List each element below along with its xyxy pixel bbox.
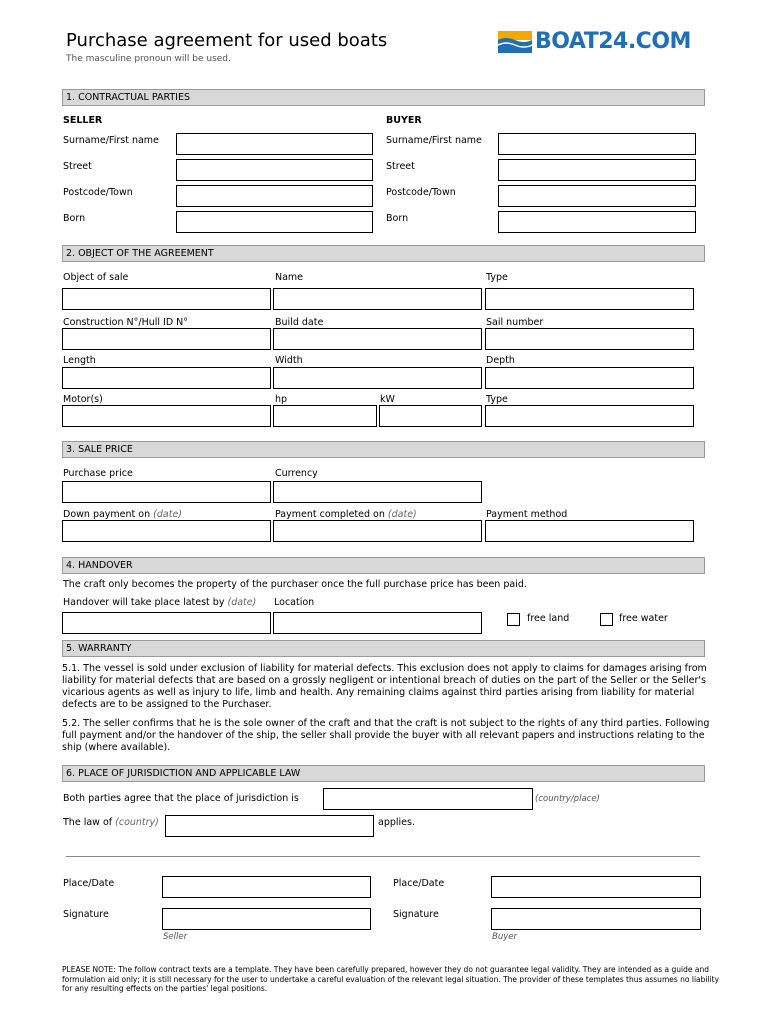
section-sale-price: 3. SALE PRICE <box>62 441 705 458</box>
seller-name-field[interactable] <box>176 133 373 155</box>
object-field[interactable] <box>62 288 271 310</box>
depth-label: Depth <box>486 355 515 366</box>
buyer-signature-field[interactable] <box>491 908 701 930</box>
seller-place-date-field[interactable] <box>162 876 371 898</box>
hp-label: hp <box>275 394 288 405</box>
location-label: Location <box>274 597 315 608</box>
seller-born-field[interactable] <box>176 211 373 233</box>
seller-postcode-field[interactable] <box>176 185 373 207</box>
location-field[interactable] <box>273 612 482 634</box>
width-label: Width <box>275 355 303 366</box>
wave-logo-icon <box>498 31 532 53</box>
buyer-name-field[interactable] <box>498 133 696 155</box>
type-label: Type <box>486 272 508 283</box>
kw-label: kW <box>380 394 395 405</box>
name-field[interactable] <box>273 288 482 310</box>
free-land-label: free land <box>527 613 570 624</box>
warranty-paragraph-2: 5.2. The seller confirms that he is the sole owner of the craft and that the craft is not subject to the rights of any third parties. Following full payment and/or the handover of the ship, the seller shall provide the buyer with all relevant papers and instructions relating to the ship (where available). <box>62 718 710 753</box>
logo-text: BOAT24.COM <box>535 29 691 54</box>
page-title: Purchase agreement for used boats <box>66 30 388 51</box>
motor-type-label: Type <box>486 394 508 405</box>
build-date-field[interactable] <box>273 328 482 350</box>
section-handover: 4. HANDOVER <box>62 557 705 574</box>
purchase-price-field[interactable] <box>62 481 271 503</box>
section-contractual-parties: 1. CONTRACTUAL PARTIES <box>62 89 705 106</box>
hp-field[interactable] <box>273 405 377 427</box>
purchase-price-label: Purchase price <box>63 468 133 479</box>
handover-text: The craft only becomes the property of the purchaser once the full purchase price has been paid. <box>63 579 527 590</box>
seller-signature-field[interactable] <box>162 908 371 930</box>
free-water-checkbox[interactable] <box>600 613 613 626</box>
jurisdiction-field[interactable] <box>323 788 533 810</box>
length-field[interactable] <box>62 367 271 389</box>
hull-label: Construction N°/Hull ID N° <box>63 317 189 328</box>
payment-completed-label: Payment completed on (date) <box>275 509 417 520</box>
kw-field[interactable] <box>379 405 482 427</box>
motor-label: Motor(s) <box>63 394 103 405</box>
buyer-street-label: Street <box>386 161 415 172</box>
width-field[interactable] <box>273 367 482 389</box>
buyer-place-date-field[interactable] <box>491 876 701 898</box>
handover-date-label: Handover will take place latest by (date) <box>63 597 257 608</box>
length-label: Length <box>63 355 96 366</box>
name-label: Name <box>275 272 304 283</box>
buyer-postcode-field[interactable] <box>498 185 696 207</box>
payment-method-field[interactable] <box>485 520 694 542</box>
buyer-born-label: Born <box>386 213 409 224</box>
section-object-of-agreement: 2. OBJECT OF THE AGREEMENT <box>62 245 705 262</box>
depth-field[interactable] <box>485 367 694 389</box>
free-water-label: free water <box>619 613 668 624</box>
law-country-field[interactable] <box>165 815 374 837</box>
seller-street-label: Street <box>63 161 92 172</box>
seller-heading: SELLER <box>63 115 103 126</box>
seller-street-field[interactable] <box>176 159 373 181</box>
free-land-checkbox[interactable] <box>507 613 520 626</box>
hull-field[interactable] <box>62 328 271 350</box>
seller-caption: Seller <box>163 932 188 942</box>
jurisdiction-label: Both parties agree that the place of jurisdiction is <box>63 793 299 804</box>
build-date-label: Build date <box>275 317 324 328</box>
section-jurisdiction: 6. PLACE OF JURISDICTION AND APPLICABLE LAW <box>62 765 705 782</box>
warranty-paragraph-1: 5.1. The vessel is sold under exclusion of liability for material defects. This exclusion does not apply to claims for damages arising from liability for material defects that are based on a grossly negligent or intentional breach of duties on the part of the Seller or the Seller's vicarious agents as well as injury to life, limb and health. Any remaining claims against third parties arising from liability for material defects are to be assigned to the Purchaser. <box>62 663 707 710</box>
down-payment-field[interactable] <box>62 520 271 542</box>
country-place-hint: (country/place) <box>535 794 600 804</box>
motor-field[interactable] <box>62 405 271 427</box>
buyer-born-field[interactable] <box>498 211 696 233</box>
sail-number-label: Sail number <box>486 317 544 328</box>
buyer-postcode-label: Postcode/Town <box>386 187 456 198</box>
handover-date-field[interactable] <box>62 612 271 634</box>
currency-label: Currency <box>275 468 318 479</box>
buyer-street-field[interactable] <box>498 159 696 181</box>
down-payment-label: Down payment on (date) <box>63 509 182 520</box>
seller-place-date-label: Place/Date <box>63 878 115 889</box>
seller-postcode-label: Postcode/Town <box>63 187 133 198</box>
currency-field[interactable] <box>273 481 482 503</box>
object-label: Object of sale <box>63 272 129 283</box>
seller-name-label: Surname/First name <box>63 135 159 146</box>
law-label: The law of (country) <box>63 817 159 828</box>
brand-logo <box>498 30 691 54</box>
payment-method-label: Payment method <box>486 509 568 520</box>
buyer-heading: BUYER <box>386 115 422 126</box>
applies-label: applies. <box>378 817 415 828</box>
type-field[interactable] <box>485 288 694 310</box>
legal-note: PLEASE NOTE: The follow contract texts are a template. They have been carefully prepared, however they do not guarantee legal validity. They are intended as a guide and formulation aid only; it is still necessary for the user to undertake a careful evaluation of the relevant legal situation. The provider of these templates thus assumes no liability for any resulting effects on the parties' legal positions. <box>62 965 720 993</box>
buyer-place-date-label: Place/Date <box>393 878 445 889</box>
buyer-caption: Buyer <box>492 932 517 942</box>
payment-completed-field[interactable] <box>273 520 482 542</box>
buyer-signature-label: Signature <box>393 909 439 920</box>
seller-born-label: Born <box>63 213 86 224</box>
sail-number-field[interactable] <box>485 328 694 350</box>
seller-signature-label: Signature <box>63 909 109 920</box>
page-subtitle: The masculine pronoun will be used. <box>66 54 231 64</box>
signature-divider <box>66 856 700 857</box>
buyer-name-label: Surname/First name <box>386 135 482 146</box>
section-warranty: 5. WARRANTY <box>62 640 705 657</box>
motor-type-field[interactable] <box>485 405 694 427</box>
